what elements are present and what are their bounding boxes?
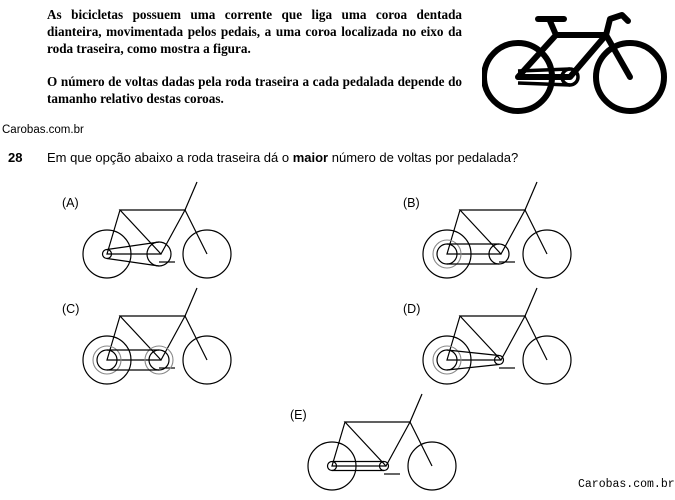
question-text-end: número de voltas por pedalada? — [328, 150, 519, 165]
question-text-emphasis: maior — [292, 150, 329, 165]
bicycle-illustration — [482, 5, 668, 123]
intro-paragraph-2: O número de voltas dadas pela roda traseira a cada pedalada depende do tamanho relativo destas coroas. — [47, 74, 462, 106]
option-e-label: (E) — [290, 408, 307, 422]
question-number: 28 — [8, 150, 23, 165]
watermark-bottom: Carobas.com.br — [578, 478, 675, 491]
watermark-top: Carobas.com.br — [2, 124, 84, 136]
option-c-label: (C) — [62, 302, 80, 316]
question-text — [47, 150, 518, 165]
option-e-bicycle — [300, 390, 480, 500]
option-b-bicycle — [415, 178, 595, 288]
intro-paragraph-1: As bicicletas possuem uma corrente que liga uma coroa dentada dianteira, movimentada pelos pedais, a uma coroa localizada no eixo da roda traseira, como mostra a figura. — [47, 7, 462, 56]
question-text-start: Em que opção abaixo a roda traseira dá o — [47, 150, 293, 165]
option-c-bicycle — [75, 284, 255, 394]
option-b-label: (B) — [403, 196, 420, 210]
option-d-label: (D) — [403, 302, 421, 316]
option-a-bicycle — [75, 178, 255, 288]
intro-text — [47, 6, 462, 123]
option-d-bicycle — [415, 284, 595, 394]
option-a-label: (A) — [62, 196, 79, 210]
